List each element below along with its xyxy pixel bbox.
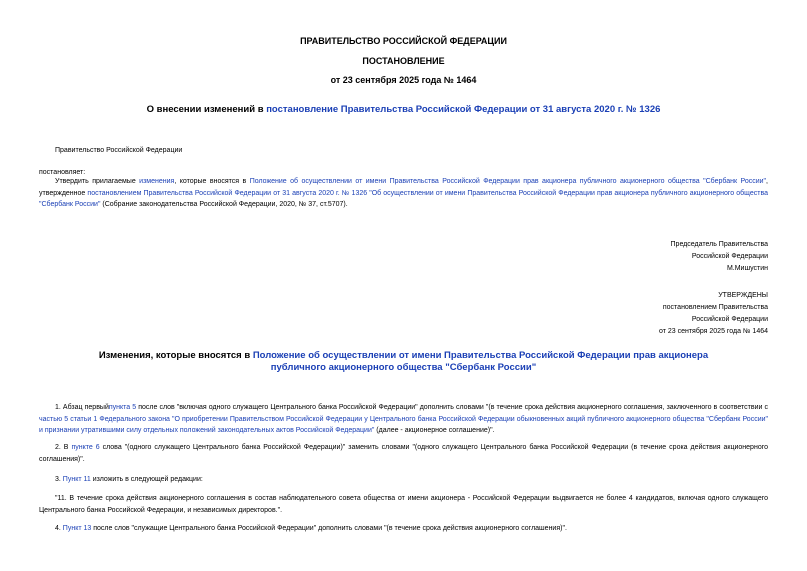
- p1-text-a: Утвердить прилагаемые: [55, 178, 140, 185]
- document-type: ПОСТАНОВЛЕНИЕ: [362, 56, 445, 66]
- document-date-number: от 23 сентября 2025 года № 1464: [330, 75, 477, 85]
- item1-text-a: 1. Абзац первый: [55, 404, 109, 411]
- document-title: [40, 104, 767, 116]
- item-3: [55, 474, 203, 486]
- changes-title-link[interactable]: Положение об осуществлении от имени Правительства Российской Федерации прав акционера публичного акционерного общества "Сбербанк России": [252, 350, 709, 373]
- p1-text-b: , которые вносятся в: [174, 178, 250, 185]
- p1-text-c: , утвержденное: [39, 178, 768, 197]
- item2-link-point6[interactable]: пункте 6: [71, 444, 100, 451]
- p1-link-changes[interactable]: изменения: [139, 178, 175, 185]
- p1-link-resolution[interactable]: постановлением Правительства Российской Федерации от 31 августа 2020 г. № 1326 "Об осуществлении от имени Правительства Российской Федерации прав акционера публичного акционерного общества "Сбербанк России": [39, 189, 768, 208]
- item3-text-a: 3.: [55, 476, 63, 483]
- approved-date: от 23 сентября 2025 года № 1464: [658, 328, 768, 335]
- signature-position: Председатель Правительства: [670, 241, 768, 248]
- item1-text-c: (далее - акционерное соглашение)".: [374, 427, 495, 434]
- item-3-quote: "11. В течение срока действия акционерного соглашения в состав наблюдательного совета общества от имени акционера - Российской Федерации выдвигается не более 4 кандидатов, включая одного служащего Центрального банка Российской Федерации, и независимых директоров.".: [39, 495, 768, 514]
- approved-block: [659, 290, 768, 338]
- approved-country: Российской Федерации: [691, 316, 768, 323]
- approved-by: постановлением Правительства: [662, 304, 768, 311]
- item4-text-b: после слов "служащие Центрального банка Российской Федерации" дополнить словами "(в течение срока действия акционерного соглашения)".: [91, 525, 567, 532]
- government-heading: ПРАВИТЕЛЬСТВО РОССИЙСКОЙ ФЕДЕРАЦИИ: [300, 36, 507, 46]
- decides-text: постановляет:: [39, 169, 86, 176]
- item1-text-b: после слов "включая одного служащего Центрального банка Российской Федерации" дополнить словами "(в течение срока действия акционерного соглашения, заключенного в соответствии с: [136, 404, 768, 411]
- signature-block: [671, 239, 768, 275]
- paragraph-approve: [39, 176, 768, 211]
- changes-title-prefix: Изменения, которые вносятся в: [98, 350, 253, 361]
- item1-link-point5[interactable]: пункта 5: [108, 404, 137, 411]
- p1-link-regulation[interactable]: Положение об осуществлении от имени Правительства Российской Федерации прав акционера публичного акционерного общества "Сбербанк России": [249, 178, 767, 185]
- title-prefix: О внесении изменений в: [146, 104, 267, 115]
- item3-link-point11[interactable]: Пункт 11: [62, 476, 91, 483]
- item-1: [39, 402, 768, 437]
- issuer-text: Правительство Российской Федерации: [55, 147, 183, 154]
- item1-link-law[interactable]: частью 5 статьи 1 Федерального закона "О приобретении Правительством Российской Федерации у Центрального банка Российской Федерации обыкновенных акций публичного акционерного общества "Сбербанк России" и признании утратившими силу отдельных положений законодательных актов Российской Федерации": [39, 415, 768, 434]
- item3-text-b: изложить в следующей редакции:: [90, 476, 203, 483]
- item2-text-b: слова "(одного служащего Центрального банка Российской Федерации)" заменить словами "(одного служащего Центрального банка Российской Федерации (в течение срока действия акционерного соглашения)".: [39, 444, 769, 463]
- item-4: [55, 523, 768, 535]
- signature-country: Российской Федерации: [691, 253, 768, 260]
- item4-text-a: 4.: [55, 525, 63, 532]
- signature-name: М.Мишустин: [726, 265, 768, 272]
- title-link[interactable]: постановление Правительства Российской Федерации от 31 августа 2020 г. № 1326: [266, 104, 661, 115]
- item4-link-point13[interactable]: Пункт 13: [62, 525, 92, 532]
- approved-heading: УТВЕРЖДЕНЫ: [718, 292, 768, 299]
- item2-text-a: 2. В: [55, 444, 72, 451]
- item-2: [39, 442, 768, 465]
- changes-title: [70, 350, 737, 374]
- p1-text-d: (Собрание законодательства Российской Федерации, 2020, № 37, ст.5707).: [100, 201, 348, 208]
